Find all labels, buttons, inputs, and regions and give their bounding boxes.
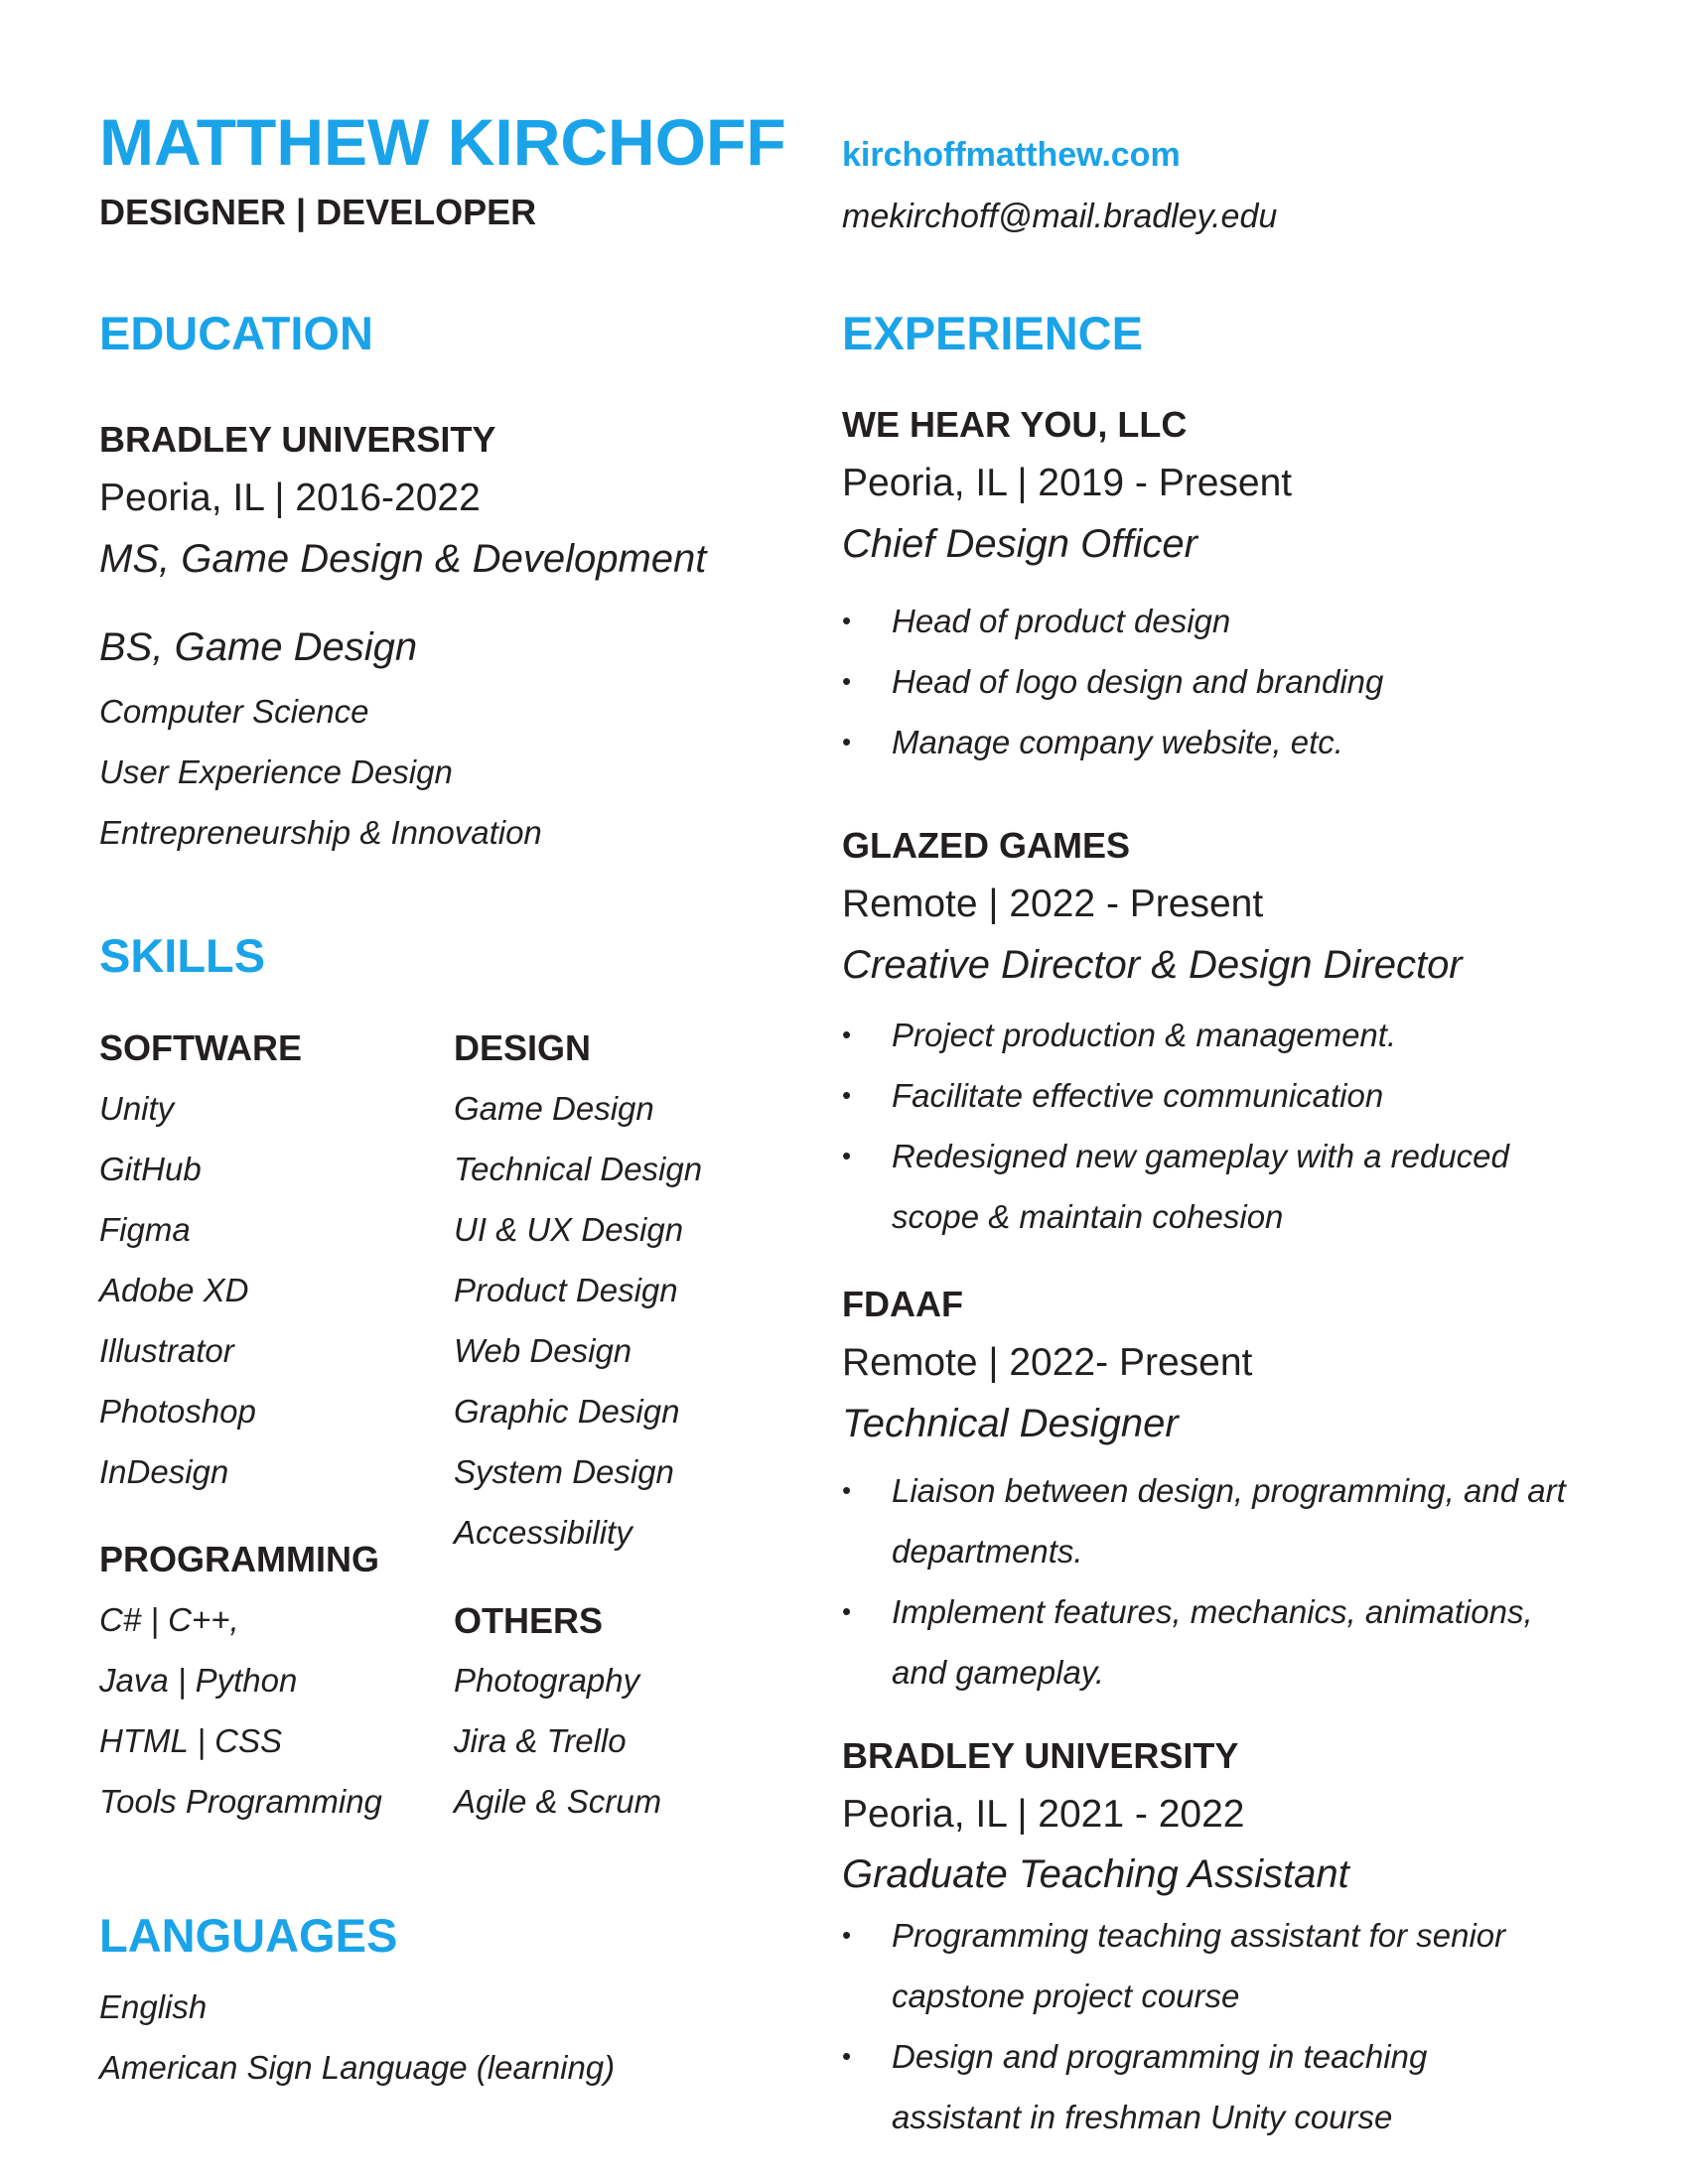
- design-item: Game Design: [454, 1090, 654, 1127]
- education-heading: EDUCATION: [99, 307, 373, 359]
- design-item: Accessibility: [454, 1514, 633, 1551]
- education-minor: Entrepreneurship & Innovation: [99, 814, 542, 851]
- job-role: Creative Director & Design Director: [842, 943, 1463, 987]
- candidate-name: MATTHEW KIRCHOFF: [99, 105, 786, 179]
- design-item: UI & UX Design: [454, 1211, 684, 1248]
- software-item: Illustrator: [99, 1332, 234, 1369]
- job-org: BRADLEY UNIVERSITY: [842, 1735, 1239, 1776]
- language-item: English: [99, 1988, 208, 2025]
- job-bullet: • Head of logo design and branding: [842, 651, 1597, 712]
- programming-item: Java | Python: [99, 1662, 298, 1699]
- job-bullet: • Manage company website, etc.: [842, 712, 1597, 772]
- language-item: American Sign Language (learning): [99, 2049, 616, 2086]
- job-location: Peoria, IL | 2019 - Present: [842, 462, 1293, 504]
- programming-item: HTML | CSS: [99, 1722, 282, 1759]
- education-school: BRADLEY UNIVERSITY: [99, 419, 496, 460]
- job-bullet: • Facilitate effective communication: [842, 1065, 1547, 1126]
- software-item: GitHub: [99, 1151, 202, 1187]
- software-item: Figma: [99, 1211, 191, 1248]
- job-bullet: • Liaison between design, programming, and art departments.: [842, 1460, 1577, 1581]
- software-heading: SOFTWARE: [99, 1027, 302, 1068]
- job-org: FDAAF: [842, 1284, 963, 1324]
- job-role: Graduate Teaching Assistant: [842, 1852, 1349, 1896]
- job-bullets: [842, 1905, 1557, 2147]
- education-bs-degree: BS, Game Design: [99, 625, 418, 669]
- design-item: System Design: [454, 1453, 674, 1490]
- programming-item: C# | C++,: [99, 1601, 239, 1638]
- job-bullet: • Design and programming in teaching assistant in freshman Unity course: [842, 2026, 1557, 2147]
- programming-item: Tools Programming: [99, 1783, 382, 1820]
- skills-heading: SKILLS: [99, 929, 266, 982]
- education-ms-degree: MS, Game Design & Development: [99, 537, 707, 581]
- email-link[interactable]: mekirchoff@mail.bradley.edu: [842, 198, 1278, 235]
- website-link[interactable]: kirchoffmatthew.com: [842, 136, 1181, 174]
- software-item: Adobe XD: [99, 1272, 249, 1308]
- job-bullets: [842, 591, 1597, 772]
- software-item: Unity: [99, 1090, 175, 1127]
- others-item: Agile & Scrum: [454, 1783, 662, 1820]
- design-item: Web Design: [454, 1332, 633, 1369]
- job-bullet: • Project production & management.: [842, 1005, 1547, 1065]
- education-minor: Computer Science: [99, 693, 369, 730]
- job-location: Remote | 2022 - Present: [842, 883, 1264, 925]
- others-item: Photography: [454, 1662, 640, 1699]
- others-item: Jira & Trello: [454, 1722, 627, 1759]
- job-org: GLAZED GAMES: [842, 825, 1131, 866]
- programming-heading: PROGRAMMING: [99, 1539, 379, 1579]
- candidate-tagline: DESIGNER | DEVELOPER: [99, 192, 537, 232]
- software-item: InDesign: [99, 1453, 229, 1490]
- education-minor: User Experience Design: [99, 753, 453, 790]
- job-role: Chief Design Officer: [842, 522, 1197, 566]
- others-heading: OTHERS: [454, 1600, 604, 1641]
- job-bullets: [842, 1005, 1547, 1247]
- job-location: Peoria, IL | 2021 - 2022: [842, 1793, 1245, 1836]
- design-item: Technical Design: [454, 1151, 703, 1187]
- job-bullet: • Head of product design: [842, 591, 1597, 651]
- job-bullets: [842, 1460, 1577, 1703]
- design-item: Graphic Design: [454, 1393, 680, 1430]
- job-role: Technical Designer: [842, 1402, 1179, 1445]
- education-location: Peoria, IL | 2016-2022: [99, 477, 481, 519]
- experience-heading: EXPERIENCE: [842, 307, 1143, 359]
- design-heading: DESIGN: [454, 1027, 592, 1068]
- languages-heading: LANGUAGES: [99, 1909, 398, 1962]
- job-bullet: • Implement features, mechanics, animations, and gameplay.: [842, 1581, 1577, 1703]
- job-location: Remote | 2022- Present: [842, 1341, 1253, 1384]
- job-bullet: • Redesigned new gameplay with a reduced scope & maintain cohesion: [842, 1126, 1547, 1247]
- software-item: Photoshop: [99, 1393, 256, 1430]
- job-bullet: • Programming teaching assistant for senior capstone project course: [842, 1905, 1557, 2026]
- job-org: WE HEAR YOU, LLC: [842, 404, 1188, 445]
- design-item: Product Design: [454, 1272, 678, 1308]
